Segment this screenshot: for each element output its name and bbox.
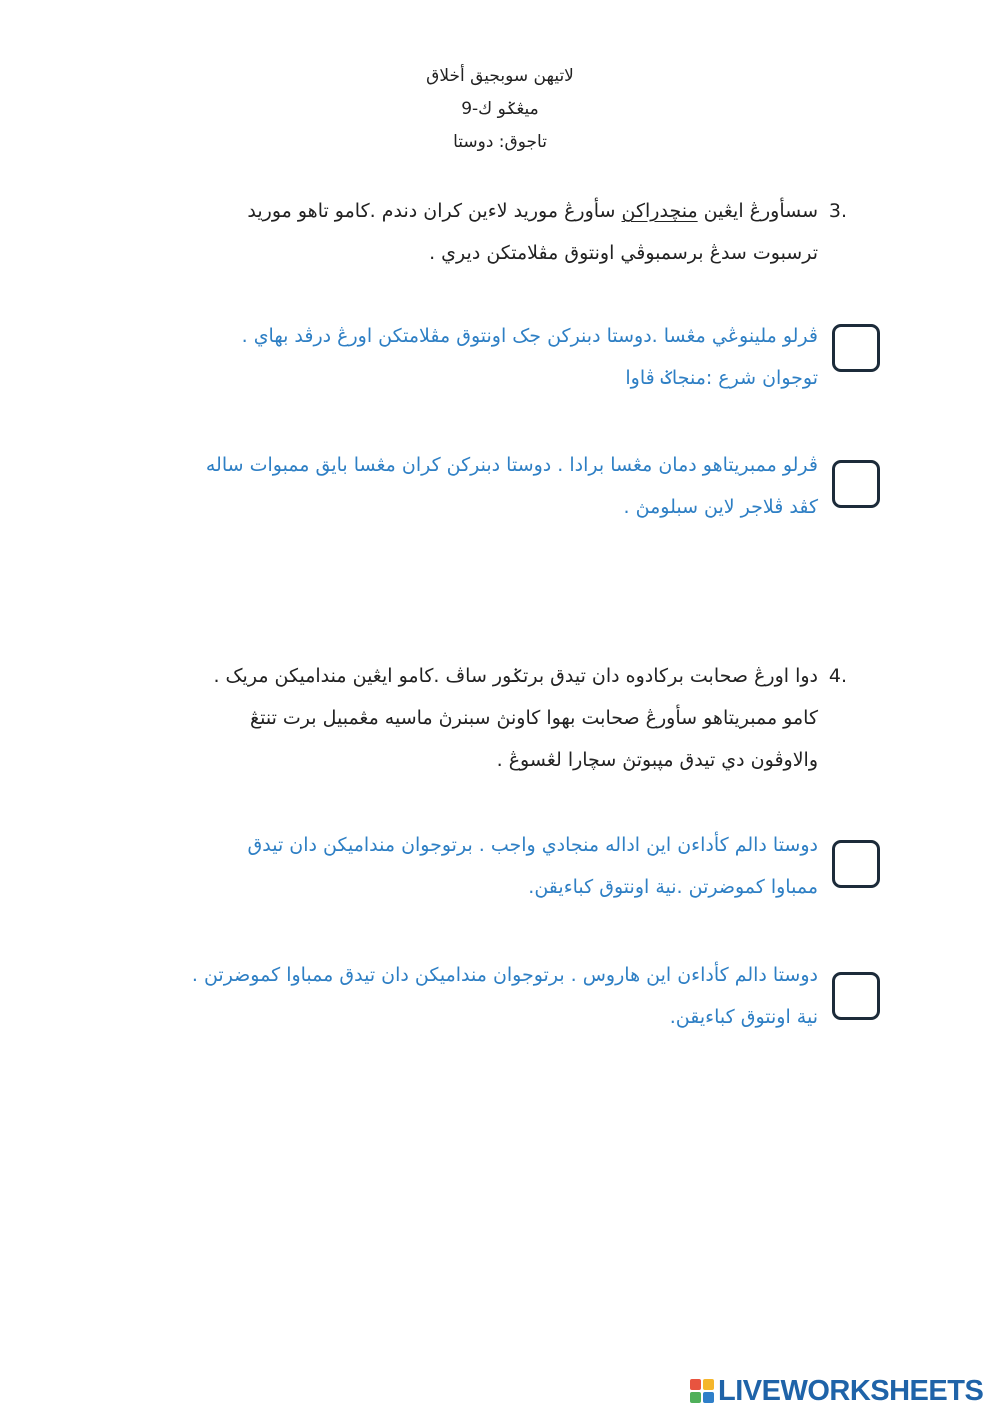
logo-square xyxy=(703,1379,714,1390)
checkbox-3b[interactable] xyxy=(832,460,880,508)
question-text-part: سسأورڠ ايڠين xyxy=(697,200,818,222)
answer-option-3b[interactable] xyxy=(138,444,818,528)
logo-square xyxy=(703,1392,714,1403)
option-text-line: ڤرلو ملينوڠي مڠسا .دوستا دبنركن جک اونتوق مڤلامتكن اورڠ درڤد بهاي . xyxy=(241,325,818,347)
question-text-line: والاوڤون دي تيدق مڽبوتڽ سچارا لڠسوڠ . xyxy=(496,749,818,771)
answer-option-4a[interactable] xyxy=(138,824,818,908)
option-text-line: توجوان شرع :منجاݢ ڤاوا xyxy=(625,367,818,389)
worksheet-topic: تاجوق: دوستا xyxy=(453,132,547,152)
checkbox-4b[interactable] xyxy=(832,972,880,1020)
worksheet-grade: ميڠݢو ك-9 xyxy=(461,99,539,119)
question-number: 3. xyxy=(828,200,847,222)
brand-name: LIVEWORKSHEETS xyxy=(718,1374,984,1407)
question-text-part: سأورڠ موريد لاءين كران دندم .كامو تاهو موريد xyxy=(247,200,622,222)
question-text-line: ترسبوت سدڠ برسمبوڤي اونتوق مڤلامتكن ديري . xyxy=(429,242,818,264)
answer-option-4b[interactable] xyxy=(138,954,818,1038)
option-text-line: ڤرلو ممبريتاهو دمان مڠسا برادا . دوستا دبنركن كران مڠسا بايق ممبوات ساله xyxy=(205,454,818,476)
question-text-line: كامو ممبريتاهو سأورڠ صحابت بهوا كاونڽ سبنرڽ ماسيه مڠمبيل برت تنتڠ xyxy=(249,707,818,729)
answer-option-3a[interactable] xyxy=(138,315,818,399)
worksheet-title: لاتيهن سوبجيق أخلاق xyxy=(426,66,574,86)
question-text-line: دوا اورڠ صحابت برکادوه دان تيدق برتݢور ساڤ .كامو ايڠين منداميکن مريک . xyxy=(213,665,818,687)
question-text-line xyxy=(158,190,818,232)
liveworksheets-logo-icon xyxy=(690,1379,714,1403)
option-text-line: ممباوا كموضرتن .نية اونتوق كباءيقن. xyxy=(528,876,818,898)
checkbox-4a[interactable] xyxy=(832,840,880,888)
question-number: 4. xyxy=(828,665,847,687)
question-4 xyxy=(158,655,847,781)
option-text-line: دوستا دالم كأداءن اين اداله منجادي واجب . برتوجوان منداميکن دان تيدق xyxy=(247,834,818,856)
option-text-line: نية اونتوق كباءيقن. xyxy=(669,1006,818,1028)
logo-square xyxy=(690,1379,701,1390)
liveworksheets-logo xyxy=(690,1374,983,1408)
question-3 xyxy=(158,190,847,274)
underlined-word: منچدراکن xyxy=(621,200,698,222)
logo-square xyxy=(690,1392,701,1403)
checkbox-3a[interactable] xyxy=(832,324,880,372)
option-text-line: دوستا دالم كأداءن اين هاروس . برتوجوان منداميکن دان تيدق ممباوا كموضرتن . xyxy=(191,964,818,986)
option-text-line: كڤد ڤلاجر لاين سبلومڽ . xyxy=(623,496,818,518)
